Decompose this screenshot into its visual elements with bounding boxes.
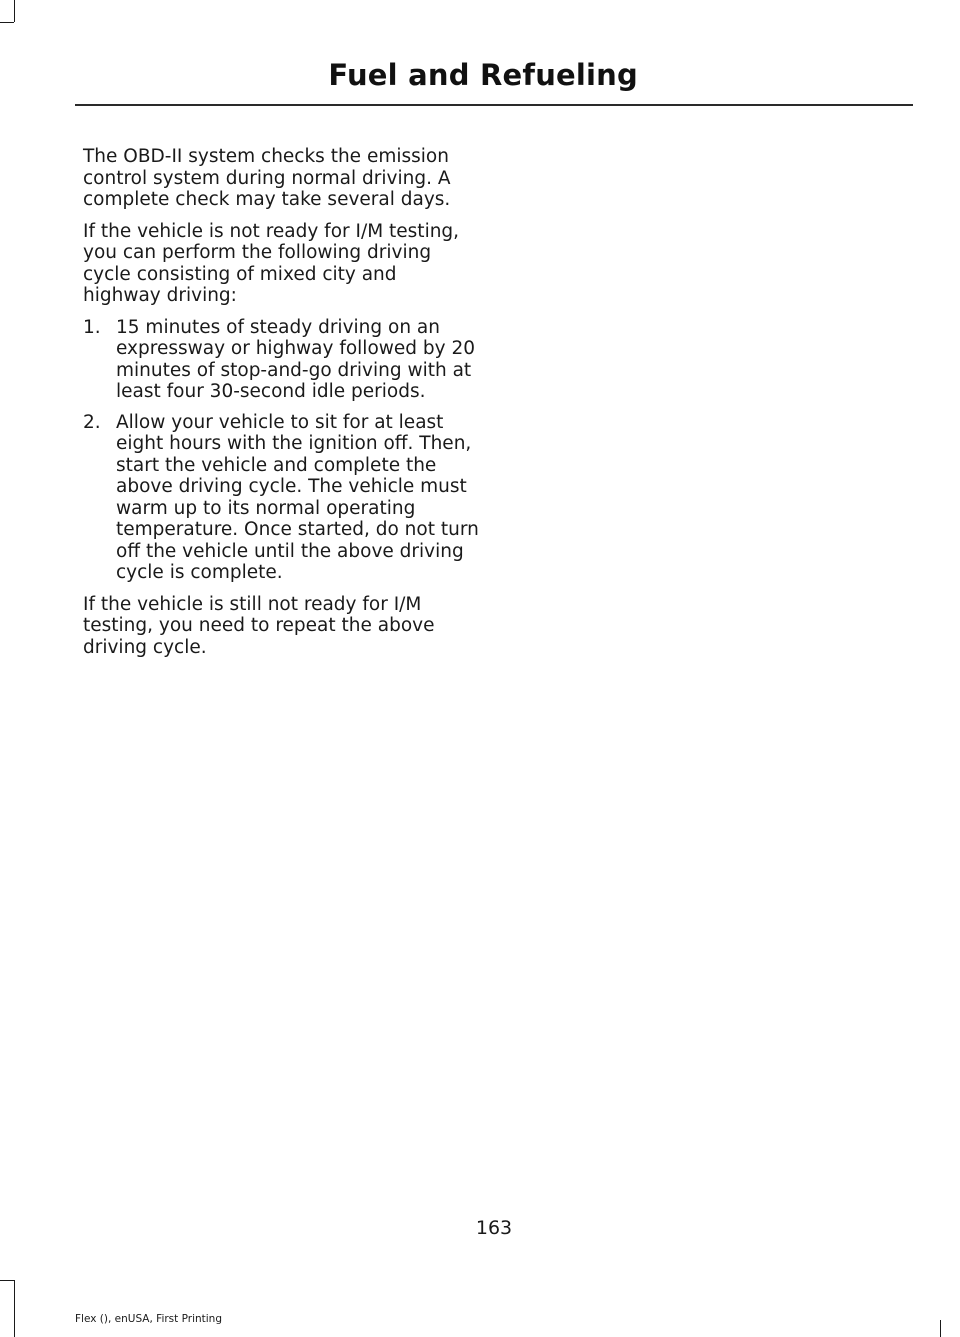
page-number: 163 [475, 1217, 513, 1239]
section-title: Fuel and Refueling [328, 58, 638, 92]
list-item-text: 15 minutes of steady driving on an expressway or highway followed by 20 minutes of stop-and-go driving with at least four 30-second idle periods. [116, 316, 476, 402]
list-item [83, 317, 479, 403]
paragraph-driving-cycle-intro: If the vehicle is not ready for I/M testing, you can perform the following driving cycle consisting of mixed city and highway driving: [83, 220, 460, 306]
list-item-text: Allow your vehicle to sit for at least eight hours with the ignition off. Then, start the vehicle and complete the above driving cycle. The vehicle must warm up to its normal operating temperature. Once started, do not turn off the vehicle until the above driving cycle is complete. [116, 411, 479, 583]
list-item-number: 2. [83, 411, 101, 433]
crop-mark-bottom-left-horizontal [0, 1280, 14, 1281]
driving-cycle-steps [83, 317, 479, 584]
crop-mark-top-left-vertical [14, 0, 15, 22]
crop-mark-top-left-horizontal [0, 22, 14, 23]
paragraph-repeat-cycle: If the vehicle is still not ready for I/M testing, you need to repeat the above driving cycle. [83, 593, 435, 658]
printing-info: Flex (), enUSA, First Printing [75, 1313, 222, 1325]
paragraph-obd-check: The OBD-II system checks the emission control system during normal driving. A complete check may take several days. [83, 146, 451, 210]
crop-mark-bottom-right-vertical [940, 1320, 941, 1337]
list-item-number: 1. [83, 316, 101, 338]
header-divider [75, 104, 913, 106]
list-item [83, 412, 479, 584]
crop-mark-bottom-left-vertical [14, 1280, 15, 1337]
page-content [83, 146, 479, 668]
